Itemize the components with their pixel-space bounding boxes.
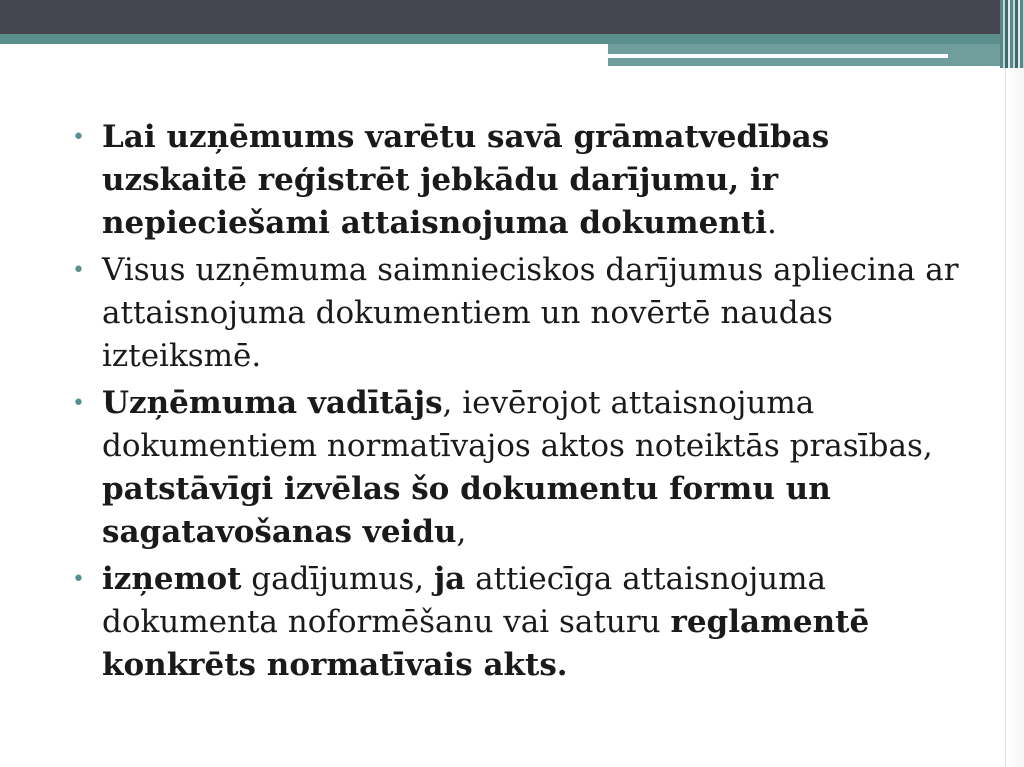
bullet-4-segment-4: attiecīga attaisnojuma dokumenta noformēšanu vai saturu — [102, 561, 827, 640]
bullet-icon: • — [72, 567, 85, 592]
page-edge-shadow — [1005, 68, 1024, 767]
bullet-2-segment-1: Visus uzņēmuma saimnieciskos darījumus apliecina ar attaisnojuma dokumentiem un novērtē naudas izteiksmē. — [102, 252, 959, 374]
bullet-1-segment-1: Lai uzņēmums varētu savā grāmatvedības uzskaitē reģistrēt jebkādu darījumu, ir nepieciešami attaisnojuma dokumenti — [102, 119, 830, 241]
header-divider-line — [608, 54, 948, 58]
bullet-item-2 — [72, 249, 972, 378]
slide-header-bar — [0, 0, 1024, 34]
bullet-icon: • — [72, 258, 85, 283]
bullet-4-segment-3: ja — [433, 561, 466, 597]
slide-content — [72, 116, 972, 691]
bullet-icon: • — [72, 125, 85, 150]
bullet-3-segment-2: , ievērojot attaisnojuma dokumentiem normatīvajos aktos noteiktās prasības, — [102, 385, 933, 464]
decorative-rails — [1000, 0, 1024, 68]
bullet-3-segment-3: patstāvīgi izvēlas šo dokumentu formu un sagatavošanas veidu — [102, 471, 831, 550]
bullet-list — [72, 116, 972, 687]
header-accent-stripe — [0, 34, 1000, 44]
bullet-3-segment-1: Uzņēmuma vadītājs — [102, 385, 443, 421]
bullet-4-segment-2: gadījumus, — [241, 561, 434, 597]
bullet-icon: • — [72, 391, 85, 416]
bullet-4-segment-1: izņemot — [102, 561, 242, 597]
bullet-4-segment-5: reglamentē konkrēts normatīvais akts. — [102, 604, 870, 683]
bullet-item-3 — [72, 382, 972, 554]
bullet-item-4 — [72, 558, 972, 687]
bullet-3-segment-4: , — [456, 514, 467, 550]
bullet-1-segment-2: . — [766, 205, 777, 241]
bullet-item-1 — [72, 116, 972, 245]
